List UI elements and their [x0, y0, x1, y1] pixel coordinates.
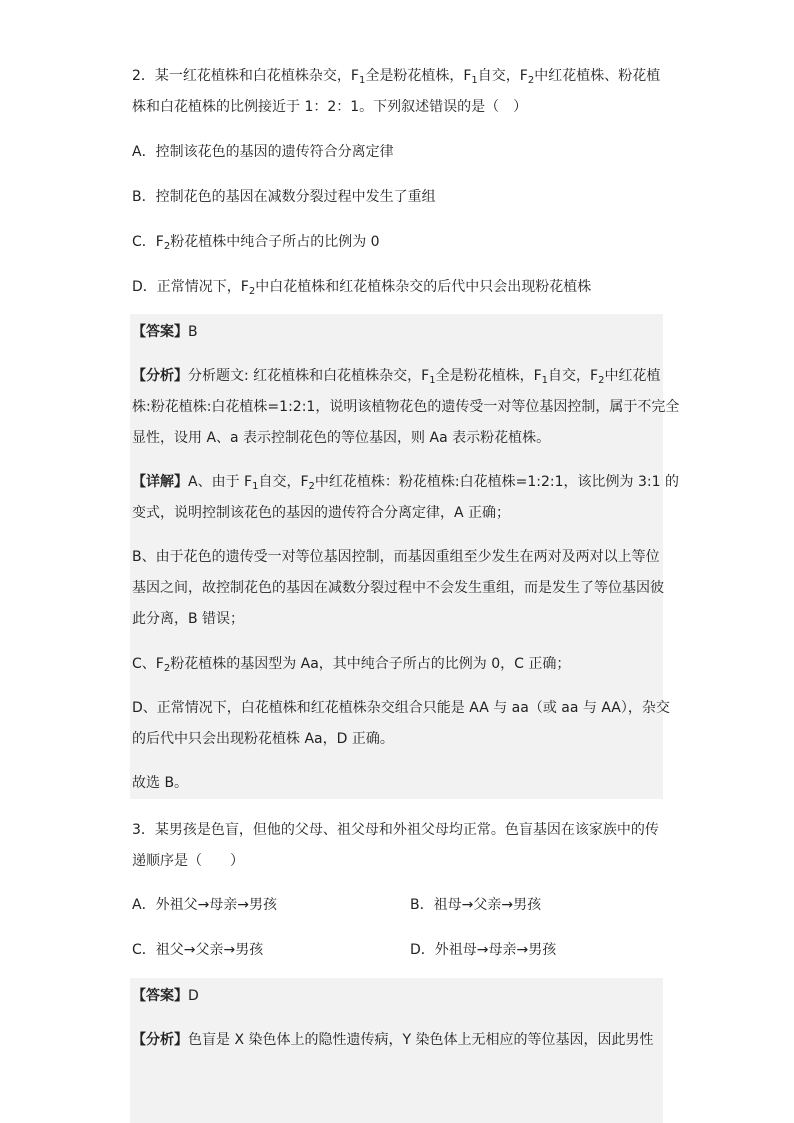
q3-option-b: B．祖母→父亲→男孩: [410, 897, 542, 913]
detail-text: A、由于 F: [188, 474, 253, 490]
q3-answer: [132, 986, 199, 1006]
q2-stem-text: 中红花植株、粉花植: [534, 68, 661, 84]
analysis-text: 色盲是 X 染色体上的隐性遗传病，Y 染色体上无相应的等位基因，因此男性: [188, 1032, 654, 1048]
q2-stem-text: 2．某一红花植株和白花植株杂交，F: [132, 68, 359, 84]
q3-option-c: C．祖父→父亲→男孩: [132, 942, 264, 958]
q2-stem-text: 全是粉花植株，F: [365, 68, 472, 84]
q2-option-d: [132, 277, 591, 297]
answer-value: B: [188, 324, 198, 340]
analysis-text: 分析题文: 红花植株和白花植株杂交，F: [188, 368, 430, 384]
q3-explanation-block: [130, 978, 663, 1123]
q2-option-b: B．控制花色的基因在减数分裂过程中发生了重组: [132, 189, 436, 205]
detail-label: 【详解】: [132, 474, 188, 490]
option-text: 粉花植株中纯合子所占的比例为 0: [170, 234, 380, 250]
subscript: 2: [163, 241, 171, 252]
q3-option-d: D．外祖母→母亲→男孩: [410, 942, 557, 958]
q2-stem-line-2: 株和白花植株的比例接近于 1：2：1。下列叙述错误的是（ ）: [132, 99, 528, 115]
q2-stem-line-1: [132, 66, 660, 86]
subscript: 2: [598, 375, 605, 386]
option-text: D．正常情况下，F: [132, 279, 249, 295]
q2-detail-line-1: [132, 472, 679, 492]
q3-option-a: A．外祖父→母亲→男孩: [132, 897, 278, 913]
analysis-text: 中红花植: [604, 368, 661, 384]
subscript: 2: [308, 481, 315, 492]
subscript: 1: [358, 75, 366, 86]
option-text: C．F: [132, 234, 164, 250]
q2-detail-d-line-1: D、正常情况下，白花植株和红花植株杂交组合只能是 AA 与 aa（或 aa 与 AA），杂交: [132, 700, 670, 716]
q2-conclusion: 故选 B。: [132, 775, 189, 791]
option-text: 中白花植株和红花植株杂交的后代中只会出现粉花植株: [255, 279, 592, 295]
q2-analysis-line-2: 株:粉花植株:白花植株=1:2:1，说明该植物花色的遗传受一对等位基因控制，属于不完全: [132, 399, 680, 415]
analysis-label: 【分析】: [132, 368, 188, 384]
answer-label: 【答案】: [132, 324, 188, 340]
q3-analysis-line-1: [132, 1030, 654, 1050]
detail-text: C、F: [132, 656, 164, 672]
subscript: 2: [163, 663, 171, 674]
q2-analysis-line-3: 显性，设用 A、a 表示控制花色的等位基因，则 Aa 表示粉花植株。: [132, 430, 551, 446]
q2-option-c: [132, 232, 380, 252]
q2-stem-text: 自交，F: [477, 68, 528, 84]
answer-value: D: [188, 988, 199, 1004]
analysis-text: 自交，F: [548, 368, 599, 384]
detail-text: 中红花植株：粉花植株:白花植株=1:2:1，该比例为 3:1 的: [314, 474, 679, 490]
q3-stem-line-2: 递顺序是（ ）: [132, 853, 244, 869]
detail-text: 自交，F: [258, 474, 309, 490]
q2-detail-b-line-3: 此分离，B 错误；: [132, 611, 245, 627]
q2-detail-b-line-2: 基因之间，故控制花色的基因在减数分裂过程中不会发生重组，而是发生了等位基因彼: [132, 580, 664, 596]
subscript: 1: [471, 75, 478, 86]
subscript: 2: [248, 286, 256, 297]
analysis-text: 全是粉花植株，F: [435, 368, 542, 384]
analysis-label: 【分析】: [132, 1032, 188, 1048]
subscript: 1: [541, 375, 549, 386]
q3-stem-line-1: 3．某男孩是色盲，但他的父母、祖父母和外祖父母均正常。色盲基因在该家族中的传: [132, 822, 659, 838]
q2-detail-c: [132, 654, 570, 674]
subscript: 1: [252, 481, 259, 492]
q2-detail-b-line-1: B、由于花色的遗传受一对等位基因控制，而基因重组至少发生在两对及两对以上等位: [132, 549, 660, 565]
q2-analysis-line-1: [132, 366, 660, 386]
subscript: 1: [429, 375, 436, 386]
q2-detail-d-line-2: 的后代中只会出现粉花植株 Aa，D 正确。: [132, 731, 394, 747]
q2-detail-line-2: 变式，说明控制该花色的基因的遗传符合分离定律，A 正确；: [132, 505, 511, 521]
q2-answer: [132, 322, 198, 342]
subscript: 2: [527, 75, 535, 86]
answer-label: 【答案】: [132, 988, 188, 1004]
detail-text: 粉花植株的基因型为 Aa，其中纯合子所占的比例为 0，C 正确；: [170, 656, 571, 672]
q2-option-a: A．控制该花色的基因的遗传符合分离定律: [132, 144, 394, 160]
